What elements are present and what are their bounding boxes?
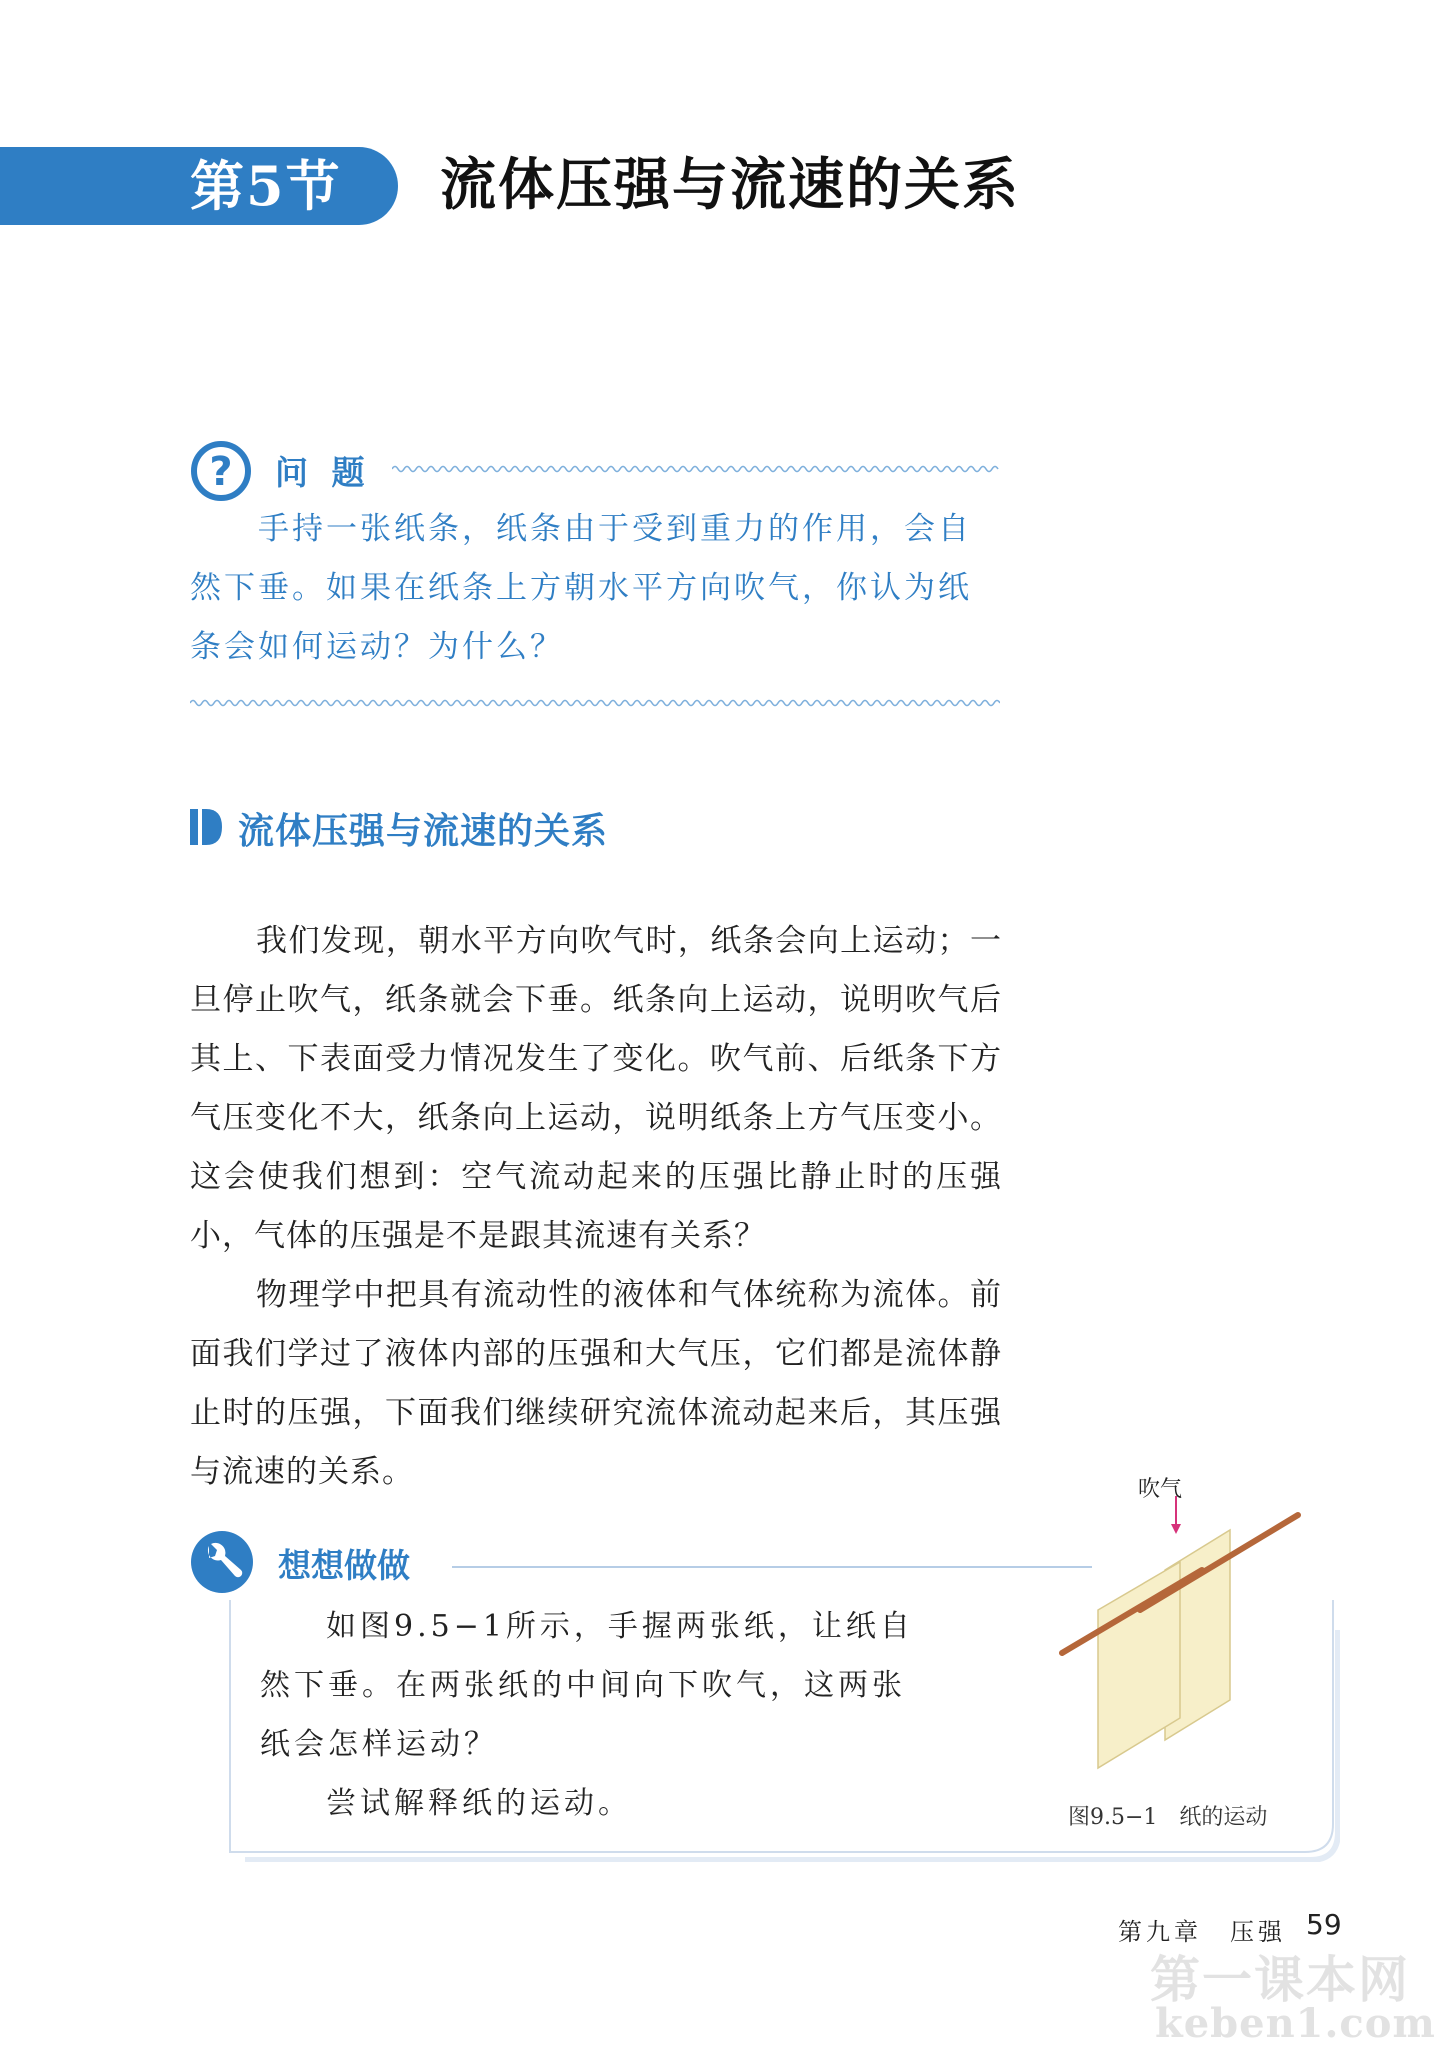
figure-caption: 图9.5−1 纸的运动 xyxy=(1068,1805,1268,1830)
wavy-divider-bottom xyxy=(190,696,1000,710)
activity-text xyxy=(260,1597,920,1833)
page-number: 59 xyxy=(1306,1908,1342,1941)
question-label: 问 题 xyxy=(275,453,371,492)
question-text: 手持一张纸条，纸条由于受到重力的作用，会自然下垂。如果在纸条上方朝水平方向吹气，你认为纸条会如何运动？为什么？ xyxy=(190,511,972,665)
wavy-divider-top xyxy=(392,462,1000,476)
activity-paragraph: 如图9.5−1所示，手握两张纸，让纸自然下垂。在两张纸的中间向下吹气，这两张纸会怎样运动？ xyxy=(260,1609,914,1762)
watermark-url: keben1.com xyxy=(1155,2000,1436,2047)
body-text xyxy=(190,912,1002,1502)
body-paragraph: 物理学中把具有流动性的液体和气体统称为流体。前面我们学过了液体内部的压强和大气压，它们都是流体静止时的压强，下面我们继续研究流体流动起来后，其压强与流速的关系。 xyxy=(190,1277,1002,1490)
body-paragraph: 我们发现，朝水平方向吹气时，纸条会向上运动；一旦停止吹气，纸条就会下垂。纸条向上运动，说明吹气后其上、下表面受力情况发生了变化。吹气前、后纸条下方气压变化不大，纸条向上运动，说明纸条上方气压变小。这会使我们想到：空气流动起来的压强比静止时的压强小，气体的压强是不是跟其流速有关系？ xyxy=(190,923,1002,1254)
activity-label: 想想做做 xyxy=(278,1546,410,1585)
subsection-title: 流体压强与流速的关系 xyxy=(238,811,609,852)
chapter-footer: 第九章 压强 xyxy=(1118,1918,1286,1946)
activity-paragraph: 尝试解释纸的运动。 xyxy=(326,1786,632,1821)
paper-figure-illustration xyxy=(1040,1470,1330,1770)
question-icon xyxy=(190,440,252,502)
subsection-marker-icon xyxy=(190,809,222,845)
watermark-text: 第一课本网 xyxy=(1150,1951,1410,2009)
wrench-icon xyxy=(190,1530,254,1594)
figure-blow-label: 吹气 xyxy=(1138,1477,1183,1502)
activity-divider xyxy=(452,1566,1092,1568)
section-number: 第5节 xyxy=(190,154,342,218)
page-title: 流体压强与流速的关系 xyxy=(440,153,1020,218)
svg-text:?: ? xyxy=(209,449,233,495)
